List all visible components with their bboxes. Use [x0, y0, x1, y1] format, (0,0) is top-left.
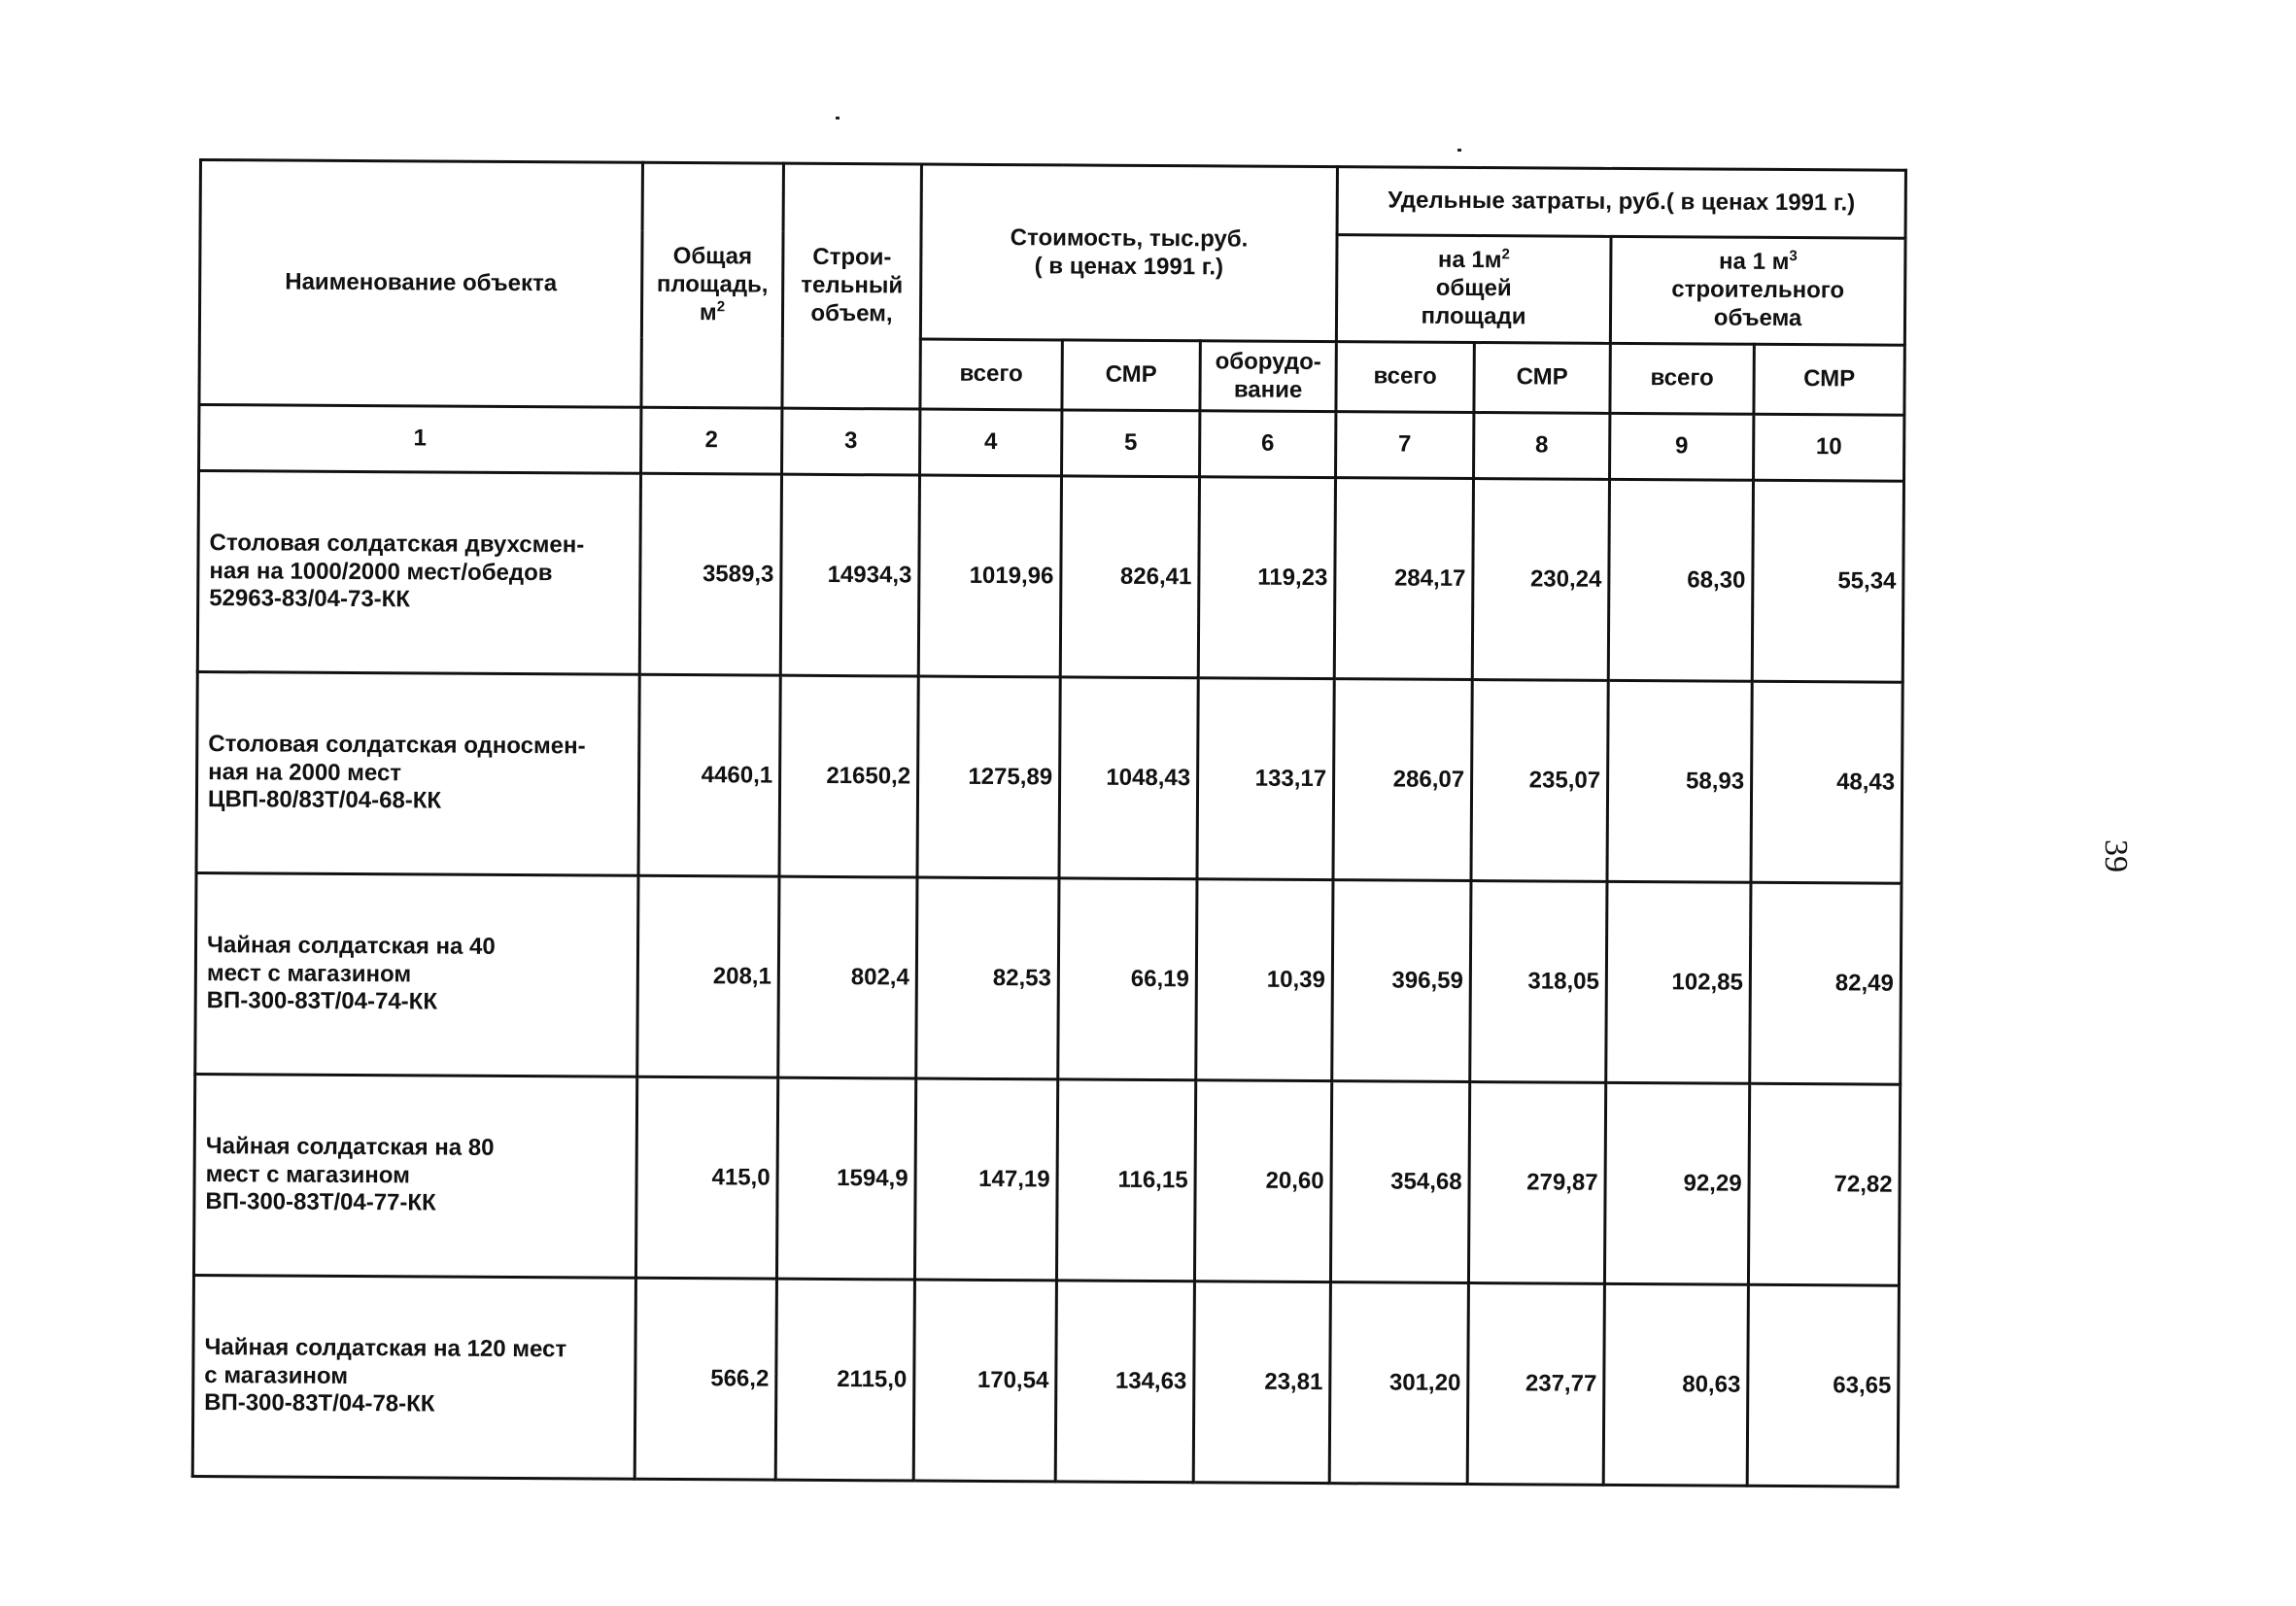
per-m3-smr-cell: 55,34	[1752, 480, 1903, 682]
subheader-cost-total: всего	[920, 339, 1062, 410]
cost-equipment-cell: 10,39	[1196, 879, 1333, 1081]
column-number: 5	[1062, 410, 1200, 477]
object-name-cell: Столовая солдатская двухсмен- ная на 1000/2000 мест/обедов 52963-83/04-73-КК	[197, 471, 640, 675]
per-m2-smr-cell: 279,87	[1468, 1082, 1605, 1284]
page-number: 39	[2098, 839, 2134, 872]
per-m3-total-cell: 92,29	[1604, 1082, 1749, 1284]
subheader-cost-equipment: оборудо- вание	[1200, 341, 1336, 412]
header-cost: Стоимость, тыс.руб. ( в ценах 1991 г.)	[920, 164, 1337, 342]
subheader-m3-total: всего	[1610, 343, 1754, 414]
object-name-cell: Чайная солдатская на 40 мест с магазином ВП-300-83Т/04-74-КК	[195, 872, 638, 1076]
header-area: Общая площадь, $м^2$	[641, 162, 784, 408]
cost-total-cell: 1019,96	[918, 475, 1061, 677]
column-number-row	[199, 405, 1904, 482]
per-m2-total-cell: 301,20	[1329, 1282, 1468, 1485]
cost-equipment-cell: 133,17	[1197, 678, 1334, 880]
cost-equipment-cell: 119,23	[1198, 477, 1335, 679]
table-row	[195, 872, 1902, 1084]
cost-equipment-cell: 23,81	[1193, 1281, 1330, 1484]
column-number: 1	[199, 405, 641, 474]
per-m3-total-cell: 58,93	[1607, 680, 1752, 882]
per-m3-total-cell: 68,30	[1608, 479, 1753, 681]
header-name: Наименование объекта	[199, 160, 643, 408]
column-number: 6	[1200, 411, 1336, 478]
building-volume-cell: 21650,2	[779, 675, 918, 877]
per-m2-smr-cell: 237,77	[1467, 1283, 1604, 1486]
object-name-cell: Чайная солдатская на 120 мест с магазином ВП-300-83Т/04-78-КК	[192, 1275, 635, 1479]
total-area-cell: 3589,3	[639, 473, 781, 675]
table-row	[192, 1275, 1899, 1486]
scan-speck	[836, 117, 840, 120]
cost-smr-cell: 134,63	[1055, 1281, 1194, 1483]
table-row	[197, 471, 1903, 683]
column-number: 9	[1610, 413, 1754, 480]
subheader-m2-smr: СМР	[1474, 343, 1610, 414]
building-volume-cell: 1594,9	[776, 1077, 915, 1280]
per-m3-total-cell: 80,63	[1603, 1283, 1748, 1486]
per-m2-total-cell: 284,17	[1334, 478, 1473, 680]
per-m3-total-cell: 102,85	[1606, 881, 1751, 1083]
per-m2-total-cell: 396,59	[1332, 880, 1471, 1082]
cost-table	[191, 158, 1907, 1488]
building-volume-cell: 802,4	[778, 876, 917, 1078]
cost-total-cell: 147,19	[914, 1078, 1057, 1281]
column-number: 2	[641, 407, 782, 474]
building-volume-cell: 2115,0	[775, 1279, 914, 1481]
per-m2-smr-cell: 235,07	[1471, 680, 1608, 882]
cost-smr-cell: 66,19	[1058, 878, 1197, 1080]
per-m2-smr-cell: 318,05	[1470, 881, 1607, 1083]
column-number: 10	[1754, 414, 1904, 481]
header-per-m2: на $1м^2$ общей площади	[1336, 235, 1611, 344]
cost-smr-cell: 116,15	[1056, 1079, 1195, 1281]
total-area-cell: 566,2	[634, 1278, 776, 1480]
header-volume: Строи- тельный объем,	[782, 163, 922, 409]
per-m2-total-cell: 286,07	[1333, 679, 1472, 881]
total-area-cell: 415,0	[635, 1076, 777, 1279]
table-row	[196, 671, 1902, 883]
per-m3-smr-cell: 82,49	[1750, 882, 1902, 1084]
total-area-cell: 208,1	[637, 875, 779, 1077]
cost-total-cell: 82,53	[916, 877, 1059, 1079]
per-m2-total-cell: 354,68	[1330, 1081, 1469, 1283]
object-name-cell: Чайная солдатская на 80 мест с магазином ВП-300-83Т/04-77-КК	[193, 1074, 636, 1278]
header-per-m3: на 1 $м^3$ строительного объема	[1610, 236, 1905, 345]
header-specific-costs: Удельные затраты, руб.( в ценах 1991 г.)	[1337, 167, 1905, 239]
cost-smr-cell: 1048,43	[1059, 677, 1198, 879]
object-name-cell: Столовая солдатская односмен- ная на 2000 мест ЦВП-80/83Т/04-68-КК	[196, 671, 639, 875]
per-m2-smr-cell: 230,24	[1472, 479, 1609, 681]
column-number: 7	[1336, 412, 1474, 479]
table-row	[193, 1074, 1900, 1285]
per-m3-smr-cell: 48,43	[1751, 681, 1902, 883]
subheader-cost-smr: СМР	[1062, 340, 1200, 411]
subheader-m2-total: всего	[1336, 342, 1474, 413]
scan-speck	[1457, 149, 1461, 152]
total-area-cell: 4460,1	[638, 674, 780, 876]
cost-smr-cell: 826,41	[1060, 476, 1199, 678]
building-volume-cell: 14934,3	[780, 474, 919, 676]
column-number: 4	[920, 409, 1062, 476]
column-number: 8	[1474, 413, 1610, 480]
per-m3-smr-cell: 72,82	[1748, 1083, 1900, 1285]
subheader-m3-smr: СМР	[1754, 344, 1904, 415]
column-number: 3	[782, 408, 920, 475]
cost-equipment-cell: 20,60	[1194, 1080, 1331, 1282]
cost-total-cell: 1275,89	[917, 676, 1060, 878]
per-m3-smr-cell: 63,65	[1747, 1284, 1899, 1486]
cost-total-cell: 170,54	[913, 1280, 1056, 1482]
